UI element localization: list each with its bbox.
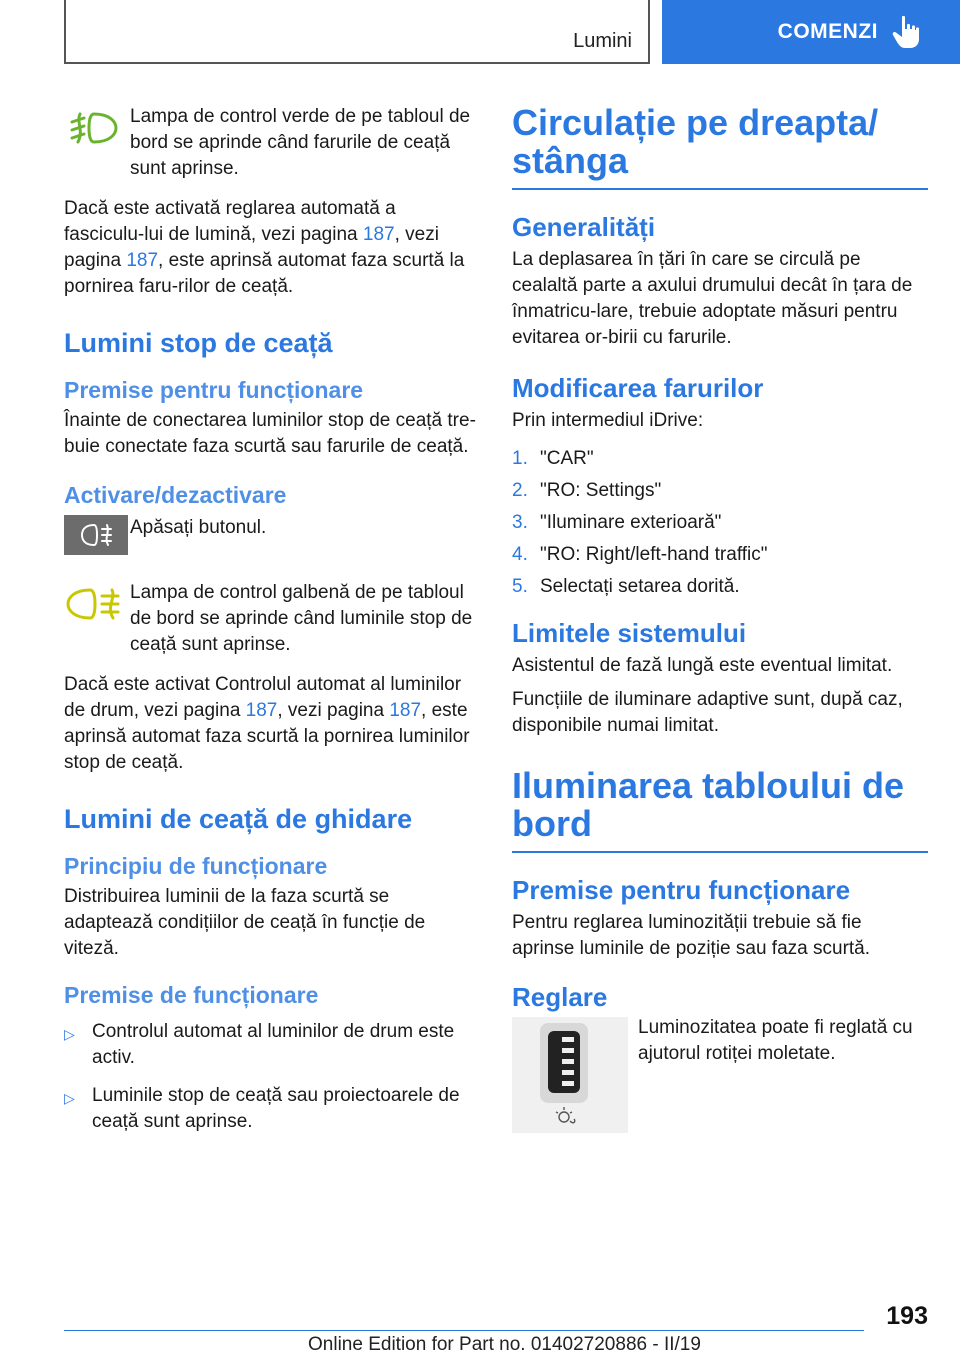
- step-item: [512, 446, 928, 472]
- page-number: 193: [886, 1302, 928, 1330]
- auto-high-beam-text-2: , vezi pagina: [277, 700, 390, 721]
- general-title: Generalități: [512, 212, 656, 242]
- modify-title: Modificarea farurilor: [512, 373, 764, 403]
- step-text: "CAR": [540, 448, 594, 469]
- dimmer-wheel-icon: [512, 1017, 628, 1133]
- dash-section-title: Iluminarea tabloului de bord: [512, 767, 928, 853]
- header-frame: [64, 0, 650, 64]
- limits-title: Limitele sistemului: [512, 618, 747, 648]
- step-number: 5.: [512, 576, 528, 597]
- step-text: "RO: Right/left-hand traffic": [540, 544, 768, 565]
- left-column: [64, 104, 476, 1147]
- adjust-title: Reglare: [512, 982, 608, 1012]
- footer-divider: [64, 1330, 864, 1331]
- right-column: [512, 104, 928, 1133]
- modify-intro: Prin intermediul iDrive:: [512, 410, 704, 431]
- dash-prereq-text: Pentru reglarea luminozității trebuie să fie aprinse luminile de poziție sau faza scurtă.: [512, 912, 871, 959]
- principle-title: Principiu de funcționare: [64, 853, 328, 879]
- triangle-bullet-icon: ▷: [64, 1090, 75, 1106]
- step-number: 4.: [512, 544, 528, 565]
- step-item: [512, 542, 928, 568]
- guide-fog-section-title: Lumini de ceață de ghidare: [64, 804, 413, 834]
- front-fog-lamp-indicator-icon: [64, 104, 124, 152]
- auto-beam-paragraph: [64, 196, 476, 300]
- step-item: [512, 478, 928, 504]
- auto-beam-text-3: , este aprinsă automat faza scurtă la pornirea faru-rilor de ceață.: [64, 250, 465, 297]
- traffic-section-title: Circulație pe dreapta/ stânga: [512, 104, 928, 190]
- step-item: [512, 510, 928, 536]
- rear-fog-button-icon[interactable]: [64, 515, 128, 555]
- step-text: Selectați setarea dorită.: [540, 576, 740, 597]
- rear-fog-prereq-title: Premise pentru funcționare: [64, 377, 364, 403]
- general-text: La deplasarea în țări în care se circulă pe cealaltă parte a axului drumului decât în țara de înmatricu-lare, trebuie adoptate măsuri pentru evitarea or-birii cu farurile.: [512, 249, 913, 348]
- auto-high-beam-paragraph: [64, 672, 476, 776]
- step-text: "Iluminare exterioară": [540, 512, 722, 533]
- step-number: 1.: [512, 448, 528, 469]
- list-item-text: Controlul automat al luminilor de drum este activ.: [92, 1021, 455, 1068]
- edition-label: Online Edition for Part no. 01402720886 - II/19: [308, 1334, 701, 1355]
- hand-pointer-icon: [892, 15, 920, 49]
- principle-text: Distribuirea luminii de la faza scurtă se adaptează condițiilor de ceață în funcție de viteză.: [64, 886, 426, 959]
- step-item: [512, 574, 928, 600]
- page-link[interactable]: 187: [245, 700, 278, 721]
- green-fog-lamp-text: Lampa de control verde de pe tabloul de bord se aprinde când farurile de ceață sunt aprinse.: [130, 106, 471, 179]
- adjust-row: [512, 1017, 928, 1133]
- step-text: "RO: Settings": [540, 480, 662, 501]
- yellow-fog-lamp-row: [64, 580, 476, 658]
- rear-fog-section-title: Lumini stop de ceață: [64, 328, 333, 358]
- green-fog-lamp-row: [64, 104, 476, 182]
- limits-text-2: Funcțiile de iluminare adaptive sunt, după caz, disponibile numai limitat.: [512, 689, 903, 736]
- auto-beam-text-1: Dacă este activată reglarea automată a fasciculu-lui de lumină, vezi pagina: [64, 198, 396, 245]
- idrive-steps: [512, 446, 928, 600]
- adjust-text: Luminozitatea poate fi reglată cu ajutorul rotiței moletate.: [638, 1017, 913, 1064]
- rear-fog-lamp-indicator-icon: [64, 580, 124, 628]
- page-link[interactable]: 187: [362, 224, 395, 245]
- yellow-fog-lamp-text: Lampa de control galbenă de pe tabloul de bord se aprinde când luminile stop de ceață sunt aprinse.: [130, 582, 473, 655]
- page-link[interactable]: 187: [389, 700, 422, 721]
- prereq2-list: [64, 1019, 476, 1135]
- chapter-tab-label: COMENZI: [777, 20, 878, 43]
- auto-high-beam-text-3: , este aprinsă automat faza scurtă la pornirea luminilor stop de ceață.: [64, 700, 470, 773]
- activation-title: Activare/dezactivare: [64, 482, 287, 508]
- page-link[interactable]: 187: [126, 250, 159, 271]
- list-item: [64, 1019, 476, 1071]
- dimmer-wheel-photo: [512, 1017, 628, 1133]
- triangle-bullet-icon: ▷: [64, 1026, 75, 1042]
- dash-prereq-title: Premise pentru funcționare: [512, 875, 851, 905]
- limits-text-1: Asistentul de fază lungă este eventual limitat.: [512, 655, 893, 676]
- auto-high-beam-text-1: Dacă este activat Controlul automat al luminilor de drum, vezi pagina: [64, 674, 462, 721]
- press-button-text: Apăsați butonul.: [130, 517, 267, 538]
- chapter-tab[interactable]: [662, 0, 960, 64]
- list-item: [64, 1083, 476, 1135]
- press-button-row: [64, 515, 476, 560]
- header-section-title: Lumini: [573, 30, 632, 52]
- auto-beam-text-2: , vezi pagina: [64, 224, 439, 271]
- step-number: 3.: [512, 512, 528, 533]
- rear-fog-prereq-text: Înainte de conectarea luminilor stop de ceață tre-buie conectate faza scurtă sau farurile de ceață.: [64, 410, 476, 457]
- prereq2-title: Premise de funcționare: [64, 982, 319, 1008]
- list-item-text: Luminile stop de ceață sau proiectoarele de ceață sunt aprinse.: [92, 1085, 460, 1132]
- step-number: 2.: [512, 480, 528, 501]
